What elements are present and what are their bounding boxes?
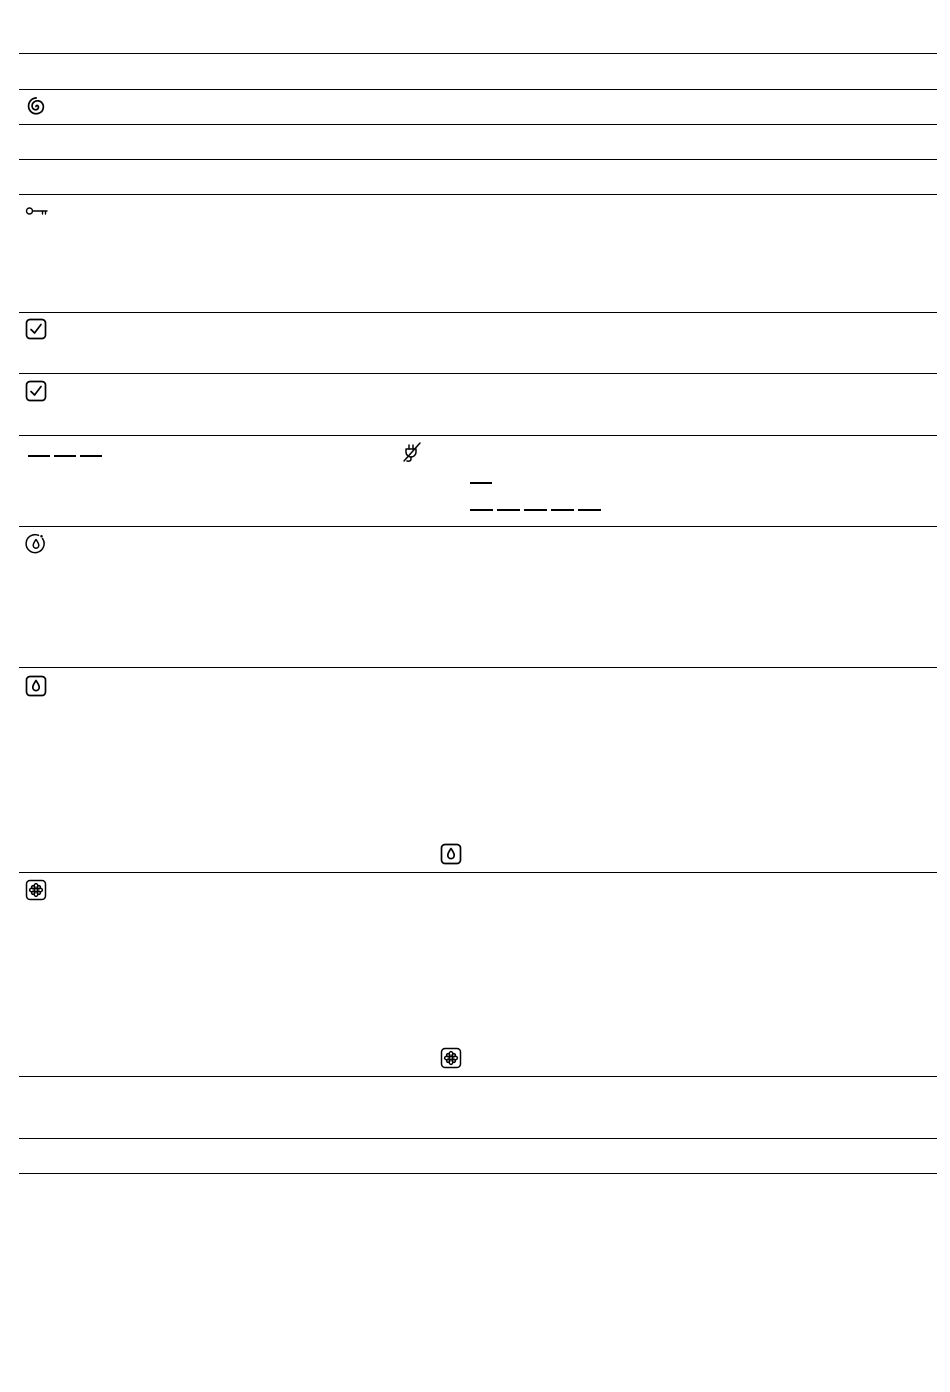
table-rule xyxy=(19,53,937,54)
table-rule xyxy=(19,159,937,160)
checkbox-checked-icon xyxy=(25,318,47,340)
segment-dash xyxy=(578,509,601,511)
table-rule xyxy=(19,1138,937,1139)
segment-display xyxy=(28,455,102,457)
key-icon xyxy=(25,205,49,217)
segment-display-short xyxy=(470,482,492,484)
table-rule xyxy=(19,124,937,125)
flower-box-icon xyxy=(440,1047,462,1069)
segment-dash xyxy=(551,509,574,511)
segment-dash xyxy=(470,509,493,511)
table-rule xyxy=(19,872,937,873)
water-drop-circle-icon xyxy=(25,533,47,555)
segment-dash xyxy=(524,509,547,511)
segment-dash xyxy=(470,482,492,484)
table-rule xyxy=(19,194,937,195)
spiral-icon xyxy=(25,95,47,117)
water-drop-box-icon xyxy=(440,843,462,865)
table-rule xyxy=(19,89,937,90)
segment-dash xyxy=(80,455,102,457)
segment-dash xyxy=(497,509,520,511)
segment-dash xyxy=(28,455,50,457)
table-rule xyxy=(19,667,937,668)
table-rule xyxy=(19,526,937,527)
table-rule xyxy=(19,435,937,436)
unplug-icon xyxy=(400,441,424,463)
table-rule xyxy=(19,1076,937,1077)
table-rule xyxy=(19,373,937,374)
checkbox-checked-icon xyxy=(25,380,47,402)
flower-box-icon xyxy=(25,879,47,901)
water-drop-box-icon xyxy=(25,675,47,697)
segment-display-long xyxy=(470,509,601,511)
table-rule xyxy=(19,1173,937,1174)
table-rule xyxy=(19,312,937,313)
segment-dash xyxy=(54,455,76,457)
